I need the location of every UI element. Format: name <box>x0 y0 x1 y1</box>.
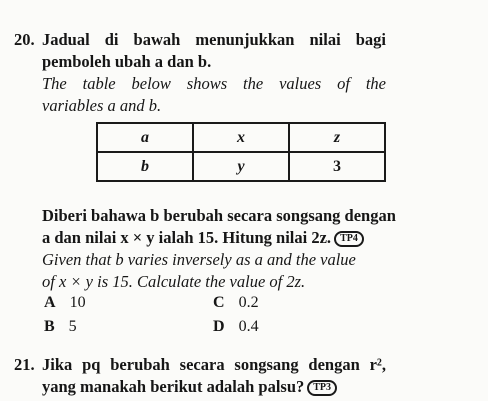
question-english-line: The table below shows the values of the <box>42 74 386 93</box>
option-letter: C <box>213 294 225 311</box>
table-cell: a <box>97 123 193 152</box>
option-value: 5 <box>68 318 77 335</box>
table-cell: b <box>97 152 193 181</box>
option-letter: A <box>44 294 56 311</box>
question-line <box>42 377 337 396</box>
option-b <box>44 318 77 336</box>
table-cell: y <box>193 152 289 181</box>
body-malay-text: a dan nilai x × y ialah 15. Hitung nilai 2z. <box>42 228 332 247</box>
option-a <box>44 294 86 312</box>
question-number: 20. <box>14 30 35 49</box>
option-value: 0.2 <box>238 294 259 311</box>
body-english-line: Given that b varies inversely as a and the value <box>42 250 356 269</box>
option-value: 10 <box>69 294 86 311</box>
question-line: Jika pq berubah secara songsang dengan r², <box>42 355 386 374</box>
tp-badge: TP4 <box>334 231 364 247</box>
body-malay-line <box>42 228 364 247</box>
table-cell: 3 <box>289 152 385 181</box>
option-letter: D <box>213 318 225 335</box>
question-number: 21. <box>14 355 35 374</box>
tp-badge: TP3 <box>307 380 337 396</box>
option-value: 0.4 <box>238 318 259 335</box>
table-row <box>97 152 385 181</box>
question-malay-line: pemboleh ubah a dan b. <box>42 52 212 71</box>
table-row <box>97 123 385 152</box>
option-letter: B <box>44 318 55 335</box>
body-english-line: of x × y is 15. Calculate the value of 2z. <box>42 272 306 291</box>
question-english-line: variables a and b. <box>42 96 162 115</box>
values-table <box>96 122 386 182</box>
table-cell: x <box>193 123 289 152</box>
table-cell: z <box>289 123 385 152</box>
question-text: yang manakah berikut adalah palsu? <box>42 377 305 396</box>
body-malay-line: Diberi bahawa b berubah secara songsang dengan <box>42 206 396 225</box>
option-c <box>213 294 259 312</box>
question-malay-line: Jadual di bawah menunjukkan nilai bagi <box>42 30 386 49</box>
option-d <box>213 318 259 336</box>
